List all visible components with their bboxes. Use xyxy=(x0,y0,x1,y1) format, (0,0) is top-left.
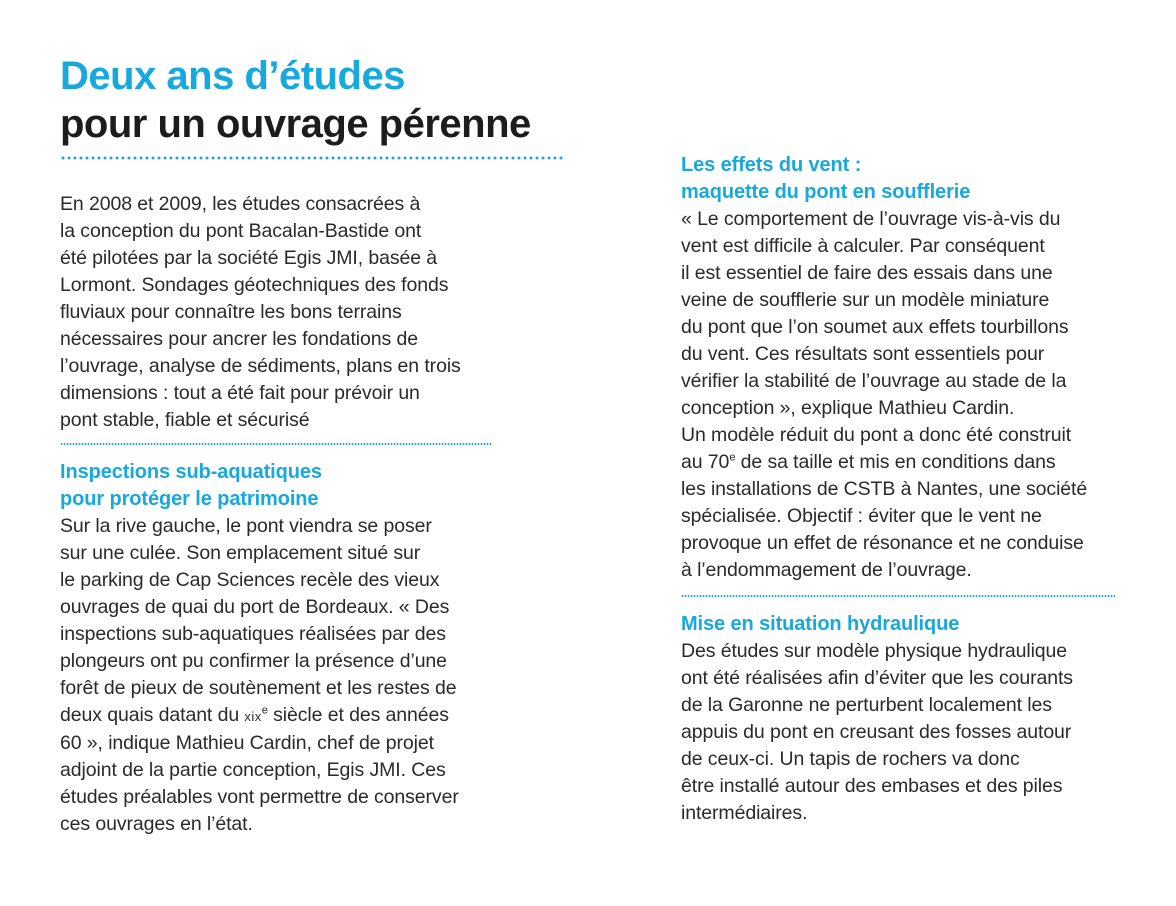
roman-numeral: xix xyxy=(244,709,262,724)
text-line: sur une culée. Son emplacement situé sur xyxy=(60,542,421,564)
heading-line: Les effets du vent : xyxy=(681,154,862,176)
title-dotted-divider xyxy=(60,156,565,160)
text-line: En 2008 et 2009, les études consacrées à xyxy=(60,193,421,215)
text-line: l’ouvrage, analyse de sédiments, plans en trois xyxy=(60,355,461,377)
text-fragment: au 70 xyxy=(681,451,730,473)
text-line: Sur la rive gauche, le pont viendra se poser xyxy=(60,515,432,537)
text-line: études préalables vont permettre de conserver xyxy=(60,786,459,808)
text-line: à l’endommagement de l’ouvrage. xyxy=(681,559,972,581)
right-section-wind xyxy=(681,152,1141,584)
text-line: 60 », indique Mathieu Cardin, chef de projet xyxy=(60,732,434,754)
text-line: du pont que l’on soumet aux effets tourbillons xyxy=(681,316,1069,338)
text-line: nécessaires pour ancrer les fondations de xyxy=(60,328,418,350)
hydraulic-paragraph xyxy=(681,638,1141,827)
text-line: de la Garonne ne perturbent localement les xyxy=(681,694,1052,716)
section-heading xyxy=(681,152,1141,206)
right-section-hydraulic xyxy=(681,611,1141,827)
text-line: être installé autour des embases et des piles xyxy=(681,775,1063,797)
text-line: Un modèle réduit du pont a donc été construit xyxy=(681,424,1072,446)
text-line: Lormont. Sondages géotechniques des fonds xyxy=(60,274,449,296)
text-line: Des études sur modèle physique hydraulique xyxy=(681,640,1068,662)
text-line: appuis du pont en creusant des fosses autour xyxy=(681,721,1072,743)
heading-line: maquette du pont en soufflerie xyxy=(681,181,971,203)
wind-paragraph xyxy=(681,206,1141,584)
text-line: adjoint de la partie conception, Egis JMI. Ces xyxy=(60,759,446,781)
section-dotted-divider xyxy=(681,595,1115,597)
text-line: forêt de pieux de soutènement et les restes de xyxy=(60,677,457,699)
heading-line: Inspections sub-aquatiques xyxy=(60,461,322,483)
text-line: intermédiaires. xyxy=(681,802,808,824)
text-line: il est essentiel de faire des essais dans une xyxy=(681,262,1053,284)
text-line: inspections sub-aquatiques réalisées par des xyxy=(60,623,446,645)
title-line-dark: pour un ouvrage pérenne xyxy=(60,102,531,146)
text-line-century xyxy=(60,702,520,730)
text-fragment: siècle et des années xyxy=(267,704,449,726)
section-dotted-divider xyxy=(60,443,492,445)
text-line: veine de soufflerie sur un modèle miniature xyxy=(681,289,1050,311)
page-title xyxy=(60,52,531,148)
text-line: ont été réalisées afin d’éviter que les courants xyxy=(681,667,1073,689)
text-line-scale xyxy=(681,449,1141,476)
text-line: plongeurs ont pu confirmer la présence d’une xyxy=(60,650,447,672)
text-line: « Le comportement de l’ouvrage vis-à-vis du xyxy=(681,208,1061,230)
text-fragment: deux quais datant du xyxy=(60,704,245,726)
section-heading xyxy=(60,459,520,513)
left-section-inspections xyxy=(60,459,520,838)
text-line: spécialisée. Objectif : éviter que le vent ne xyxy=(681,505,1042,527)
text-line: pont stable, fiable et sécurisé xyxy=(60,409,310,431)
text-line: la conception du pont Bacalan-Bastide ont xyxy=(60,220,422,242)
superscript: e xyxy=(729,451,736,464)
text-line: vérifier la stabilité de l’ouvrage au stade de la xyxy=(681,370,1067,392)
text-line: fluviaux pour connaître les bons terrains xyxy=(60,301,402,323)
text-line: ces ouvrages en l’état. xyxy=(60,813,253,835)
left-column xyxy=(60,191,520,434)
text-line: vent est difficile à calculer. Par conséquent xyxy=(681,235,1045,257)
text-line: provoque un effet de résonance et ne conduise xyxy=(681,532,1084,554)
intro-paragraph xyxy=(60,191,520,434)
heading-line: pour protéger le patrimoine xyxy=(60,488,319,510)
text-line: été pilotées par la société Egis JMI, basée à xyxy=(60,247,438,269)
text-line: conception », explique Mathieu Cardin. xyxy=(681,397,1015,419)
text-line: les installations de CSTB à Nantes, une société xyxy=(681,478,1088,500)
text-line: dimensions : tout a été fait pour prévoir un xyxy=(60,382,420,404)
inspections-paragraph xyxy=(60,513,520,838)
title-line-blue: Deux ans d’études xyxy=(60,54,405,98)
text-line: le parking de Cap Sciences recèle des vieux xyxy=(60,569,440,591)
section-heading: Mise en situation hydraulique xyxy=(681,613,960,635)
text-fragment: de sa taille et mis en conditions dans xyxy=(735,451,1056,473)
text-line: du vent. Ces résultats sont essentiels pour xyxy=(681,343,1045,365)
superscript: e xyxy=(261,704,268,717)
text-line: ouvrages de quai du port de Bordeaux. « Des xyxy=(60,596,450,618)
text-line: de ceux-ci. Un tapis de rochers va donc xyxy=(681,748,1020,770)
